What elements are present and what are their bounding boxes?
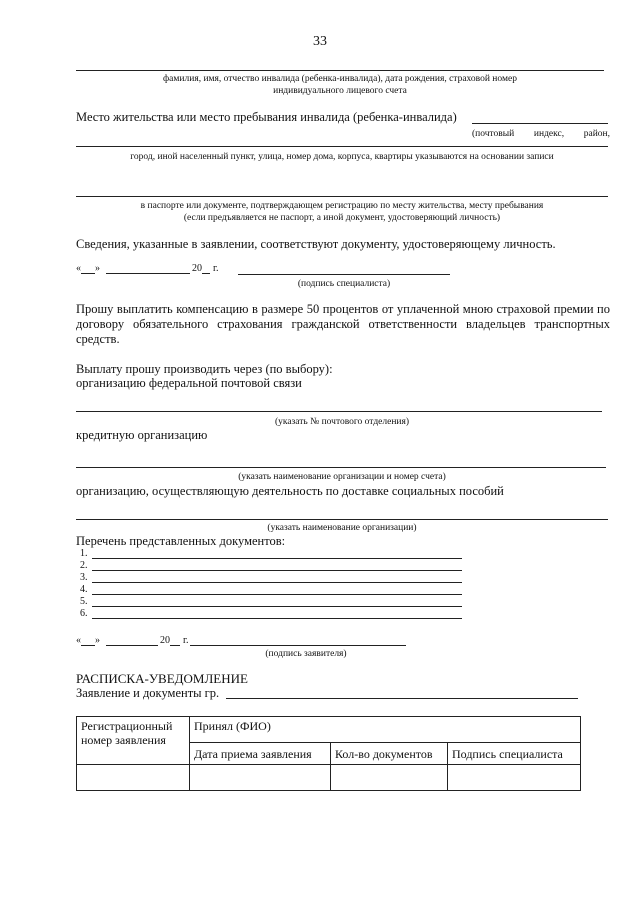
fio-line[interactable] [76, 70, 604, 71]
applicant-year-field[interactable] [170, 634, 180, 646]
year-suffix: г. [213, 263, 219, 274]
residence-hint-right: (почтовый индекс, район, [472, 129, 610, 139]
residence-line-2[interactable] [76, 146, 608, 147]
document-item[interactable]: 1. [80, 548, 462, 559]
col-signature: Подпись специалиста [448, 743, 581, 765]
request-text: Прошу выплатить компенсацию в размере 50 процентов от уплаченной мною страховой премии по договору обязательного страхования гражданской ответственности владельцев транспортных средств. [76, 302, 610, 346]
document-item[interactable]: 5. [80, 596, 462, 607]
applicant-year-suffix: г. [183, 635, 189, 646]
specialist-date [76, 262, 218, 274]
verification-statement: Сведения, указанные в заявлении, соответствуют документу, удостоверяющему личность. [76, 237, 556, 251]
col-reg-number: Регистрационный номер заявления [77, 717, 190, 765]
applicant-signature-caption: (подпись заявителя) [265, 649, 347, 659]
receipt-name-line[interactable] [226, 698, 578, 699]
post-office-line[interactable] [76, 411, 602, 412]
year-field[interactable] [202, 262, 210, 274]
applicant-quote-close: » [95, 635, 100, 646]
specialist-signature-caption: (подпись специалиста) [297, 279, 391, 289]
cell-count[interactable] [331, 765, 448, 791]
post-office-caption: (указать № почтового отделения) [274, 417, 410, 427]
document-item[interactable]: 2. [80, 560, 462, 571]
residence-line-3[interactable] [76, 196, 608, 197]
cell-signature[interactable] [448, 765, 581, 791]
page-number: 33 [313, 34, 327, 49]
delivery-line[interactable] [76, 519, 608, 520]
col-date: Дата приема заявления [190, 743, 331, 765]
applicant-year-prefix: 20 [160, 635, 170, 646]
specialist-signature-line[interactable] [238, 274, 450, 275]
cell-date[interactable] [190, 765, 331, 791]
col-accepted: Принял (ФИО) [190, 717, 581, 743]
bank-line[interactable] [76, 467, 606, 468]
applicant-date [76, 634, 188, 646]
payment-intro: Выплату прошу производить через (по выбору): [76, 362, 333, 376]
date-quote-open: « [76, 263, 81, 274]
applicant-day-field[interactable] [81, 634, 95, 646]
document-item[interactable]: 3. [80, 572, 462, 583]
month-field[interactable] [106, 262, 190, 274]
residence-label: Место жительства или место пребывания инвалида (ребенка-инвалида) [76, 110, 457, 124]
document-item[interactable]: 4. [80, 584, 462, 595]
cell-reg-number[interactable] [77, 765, 190, 791]
receipt-title: РАСПИСКА-УВЕДОМЛЕНИЕ [76, 671, 248, 686]
receipt-subtitle: Заявление и документы гр. [76, 686, 220, 700]
residence-hint-2: город, иной населенный пункт, улица, номер дома, корпуса, квартиры указываются на основании записи [130, 152, 554, 162]
residence-input-line[interactable] [472, 123, 608, 124]
applicant-month-field[interactable] [106, 634, 158, 646]
residence-hint-4: (если предъявляется не паспорт, а иной документ, удостоверяющий личность) [183, 213, 501, 223]
date-quote-close: » [95, 263, 100, 274]
residence-hint-3: в паспорте или документе, подтверждающем регистрацию по месту жительства, месту пребывания [140, 201, 544, 211]
payment-option-bank[interactable]: кредитную организацию [76, 428, 208, 442]
payment-option-post[interactable]: организацию федеральной почтовой связи [76, 376, 302, 390]
delivery-caption: (указать наименование организации) [267, 523, 417, 533]
fio-caption-1: фамилия, имя, отчество инвалида (ребенка-инвалида), дата рождения, страховой номер [163, 74, 517, 84]
applicant-signature-line[interactable] [190, 645, 406, 646]
payment-option-delivery[interactable]: организацию, осуществляющую деятельность по доставке социальных пособий [76, 484, 504, 498]
year-prefix: 20 [192, 263, 202, 274]
col-count: Кол-во документов [331, 743, 448, 765]
bank-caption: (указать наименование организации и номер счета) [238, 472, 446, 482]
fio-caption-2: индивидуального лицевого счета [273, 86, 407, 96]
day-field[interactable] [81, 262, 95, 274]
document-item[interactable]: 6. [80, 608, 462, 619]
receipt-table [76, 716, 581, 791]
documents-title: Перечень представленных документов: [76, 534, 286, 548]
applicant-quote-open: « [76, 635, 81, 646]
